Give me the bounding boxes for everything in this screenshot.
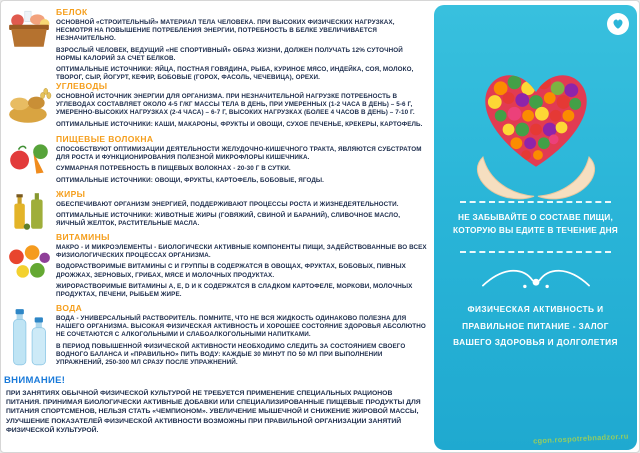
section-paragraph: ОПТИМАЛЬНЫЕ ИСТОЧНИКИ: ЖИВОТНЫЕ ЖИРЫ (ГОВЯЖИЙ, СВИНОЙ И БАРАНИЙ), СЛИВОЧНОЕ МАСЛО, ЯИЧНЫЙ ЖЕЛТОК, РАСТИТЕЛЬНЫЕ МАСЛА. — [56, 212, 401, 228]
section-paragraph: МАКРО - И МИКРОЭЛЕМЕНТЫ - БИОЛОГИЧЕСКИ АКТИВНЫЕ КОМПОНЕНТЫ ПИЩИ, ЗАДЕЙСТВОВАННЫЕ ВО ВСЕХ ФИЗИОЛОГИЧЕСКИХ ПРОЦЕССАХ ОРГАНИЗМА. — [56, 244, 427, 260]
section-paragraph: ОБЕСПЕЧИВАЮТ ОРГАНИЗМ ЭНЕРГИЕЙ, ПОДДЕРЖИВАЮТ ПРОЦЕССЫ РОСТА И ЖИЗНЕДЕЯТЕЛЬНОСТИ. — [56, 201, 399, 208]
attention-text: ПРИ ЗАНЯТИЯХ ОБЫЧНОЙ ФИЗИЧЕСКОЙ КУЛЬТУРОЙ НЕ ТРЕБУЕТСЯ ПРИМЕНЕНИЕ СПЕЦИАЛЬНЫХ РАЦИОНОВ ПИТАНИЯ. ПРИНИМАЯ БИОЛОГИЧЕСКИ АКТИВНЫЕ ДОБАВКИ ИЛИ СПЕЦИАЛИЗИРОВАННЫЕ ПИЩЕВЫЕ ПРОДУКТЫ ДЛЯ ПИТАНИЯ СПОРТСМЕНОВ, НЕЛЬЗЯ СТАТЬ «ЧЕМПИОНОМ». УВЕЛИЧЕНИЕ МЫШЕЧНОЙ И СНИЖЕНИЕ ЖИРОВОЙ МАССЫ, УЛУЧШЕНИЕ ПОКАЗАТЕЛЕЙ ФИЗИЧЕСКОЙ АКТИВНОСТИ ВОЗМОЖНЫ ПРИ ПРАВИЛЬНОЙ ОРГАНИЗАЦИИ ЗАНЯТИЙ ФИЗИЧЕСКОЙ КУЛЬТУРОЙ. — [6, 390, 421, 434]
section-title: ЖИРЫ — [56, 189, 86, 199]
section-carbohydrates — [56, 81, 430, 132]
dashed-divider — [460, 251, 611, 253]
section-title: УГЛЕВОДЫ — [56, 81, 108, 91]
section-protein — [56, 7, 430, 85]
section-paragraph: ОПТИМАЛЬНЫЕ ИСТОЧНИКИ: КАШИ, МАКАРОНЫ, ФРУКТЫ И ОВОЩИ, СУХОЕ ПЕЧЕНЬЕ, КРЕКЕРЫ, КАРТОФЕЛЬ. — [56, 120, 423, 128]
section-paragraph: ОПТИМАЛЬНЫЕ ИСТОЧНИКИ: ЯЙЦА, ПОСТНАЯ ГОВЯДИНА, РЫБА, КУРИНОЕ МЯСО, ИНДЕЙКА, СОЯ, МОЛОКО, ТВОРОГ, СЫР, ЙОГУРТ, КЕФИР, БОБОВЫЕ (ГОРОХ, ФАСОЛЬ, ЧЕЧЕВИЦА), ОРЕХИ. — [56, 65, 414, 82]
panel-message-top: НЕ ЗАБЫВАЙТЕ О СОСТАВЕ ПИЩИ, КОТОРУЮ ВЫ ЕДИТЕ В ТЕЧЕНИЕ ДНЯ — [453, 212, 618, 235]
section-paragraph: В ПЕРИОД ПОВЫШЕННОЙ ФИЗИЧЕСКОЙ АКТИВНОСТИ НЕОБХОДИМО СЛЕДИТЬ ЗА СОСТОЯНИЕМ СВОЕГО ВОДНОГО БАЛАНСА И «ПРАВИЛЬНО» ПИТЬ ВОДУ: КАЖДЫЕ 30 МИНУТ ПО 50 МЛ ПРИ ВЫПОЛНЕНИИ УПРАЖНЕНИЙ, 250-300 МЛ СРАЗУ ПОСЛЕ УПРАЖНЕНИЙ. — [56, 342, 406, 366]
section-paragraph: ОСНОВНОЙ ИСТОЧНИК ЭНЕРГИИ ДЛЯ ОРГАНИЗМА. ПРИ НЕЗНАЧИТЕЛЬНОЙ НАГРУЗКЕ ПОТРЕБНОСТЬ В УГЛЕВОДАХ СОСТАВЛЯЕТ ОКОЛО 4-5 Г/КГ МАССЫ ТЕЛА В ДЕНЬ, ПРИ УМЕРЕННЫХ (1-2 ЧАСА В ДЕНЬ) – 5-6 Г, УМЕРЕННО-ВЫСОКИХ НАГРУЗКАХ (2-4 ЧАСА) – 6-7 Г, ВЫСОКИХ НАГРУЗКАХ (БОЛЕЕ 4 ЧАСОВ В ДЕНЬ) – 7-10 Г. — [56, 93, 415, 117]
vegetables-fruits-icon — [6, 137, 52, 184]
section-paragraph: СПОСОБСТВУЮТ ОПТИМИЗАЦИИ ДЕЯТЕЛЬНОСТИ ЖЕЛУДОЧНО-КИШЕЧНОГО ТРАКТА, ЯВЛЯЮТСЯ СУБСТРАТОМ ДЛЯ РОСТА И ФУНКЦИОНИРОВАНИЯ ПОЛЕЗНОЙ МИКРОФЛОРЫ КИШЕЧНИКА. — [56, 146, 422, 162]
oils-icon — [6, 191, 52, 238]
section-paragraph: ЖИРОРАСТВОРИМЫЕ ВИТАМИНЫ А, Е, D И К СОДЕРЖАТСЯ В СЛАДКОМ КАРТОФЕЛЕ, МОРКОВИ, МОЛОЧНЫХ ПРОДУКТАХ, ПЕЧЕНИ, РЫБЬЕМ ЖИРЕ. — [56, 282, 413, 298]
section-title: ВОДА — [56, 303, 83, 313]
section-water — [56, 303, 430, 370]
section-title: БЕЛОК — [56, 7, 88, 17]
site-watermark: cgon.rospotrebnadzor.ru — [533, 431, 630, 446]
section-paragraph: ОПТИМАЛЬНЫЕ ИСТОЧНИКИ: ОВОЩИ, ФРУКТЫ, КАРТОФЕЛЬ, БОБОВЫЕ, ЯГОДЫ. — [56, 176, 325, 184]
right-message-panel — [434, 5, 637, 450]
water-bottles-icon — [6, 305, 52, 376]
floral-flourish-icon — [476, 259, 596, 295]
panel-message-bottom: ФИЗИЧЕСКАЯ АКТИВНОСТЬ И ПРАВИЛЬНОЕ ПИТАНИЕ - ЗАЛОГ ВАШЕГО ЗДОРОВЬЯ И ДОЛГОЛЕТИЯ — [453, 304, 618, 348]
grains-icon — [6, 85, 52, 132]
section-title: ВИТАМИНЫ — [56, 232, 110, 242]
section-paragraph: ВОДОРАСТВОРИМЫЕ ВИТАМИНЫ С И ГРУППЫ В СОДЕРЖАТСЯ В ОВОЩАХ, ФРУКТАХ, БОБОВЫХ, ПИВНЫХ ДРОЖЖАХ, ЗЕРНОВЫХ, ГРИБАХ, МЯСЕ И МОЛОЧНЫХ ПРОДУКТАХ. — [56, 263, 406, 279]
section-vitamins — [56, 232, 430, 302]
section-paragraph: ВЗРОСЛЫЙ ЧЕЛОВЕК, ВЕДУЩИЙ «НЕ СПОРТИВНЫЙ» ОБРАЗ ЖИЗНИ, ДОЛЖЕН ПОЛУЧАТЬ 12% СУТОЧНОЙ НОРМЫ КАЛОРИЙ ЗА СЧЕТ БЕЛКОВ. — [56, 46, 403, 62]
section-dietary-fiber — [56, 134, 430, 188]
section-paragraph: СУММАРНАЯ ПОТРЕБНОСТЬ В ПИЩЕВЫХ ВОЛОКНАХ - 20-30 Г В СУТКИ. — [56, 165, 291, 173]
section-fats — [56, 189, 430, 232]
section-paragraph: ОСНОВНОЙ «СТРОИТЕЛЬНЫЙ» МАТЕРИАЛ ТЕЛА ЧЕЛОВЕКА. ПРИ ВЫСОКИХ ФИЗИЧЕСКИХ НАГРУЗКАХ, НЕСМОТРЯ НА ПОВЫШЕНИЕ ПОТРЕБЛЕНИЯ ЭНЕРГИИ, ПОТРЕБНОСТЬ В БЕЛКЕ УВЕЛИЧИВАЕТСЯ НЕЗНАЧИТЕЛЬНО. — [56, 19, 395, 43]
dashed-divider — [460, 201, 611, 203]
protein-foods-icon — [6, 9, 52, 56]
attention-title: ВНИМАНИЕ! — [4, 375, 66, 386]
section-paragraph: ВОДА - УНИВЕРСАЛЬНЫЙ РАСТВОРИТЕЛЬ. ПОМНИТЕ, ЧТО НЕ ВСЯ ЖИДКОСТЬ ОДИНАКОВО ПОЛЕЗНА ДЛЯ НАШЕГО ОРГАНИЗМА. ВЫСОКАЯ ФИЗИЧЕСКАЯ АКТИВНОСТЬ И ХОРОШЕЕ СОСТОЯНИЕ ЗДОРОВЬЯ АБСОЛЮТНО НЕ СОЧЕТАЮТСЯ С АЛКОГОЛЬНЫМИ И СЛАБОАЛКОГОЛЬНЫМИ НАПИТКАМИ. — [56, 315, 426, 339]
fruit-heart-in-hands-illustration — [462, 47, 610, 209]
section-title: ПИЩЕВЫЕ ВОЛОКНА — [56, 134, 154, 144]
fruits-vitamins-icon — [6, 241, 52, 288]
heart-logo-icon — [607, 13, 629, 35]
